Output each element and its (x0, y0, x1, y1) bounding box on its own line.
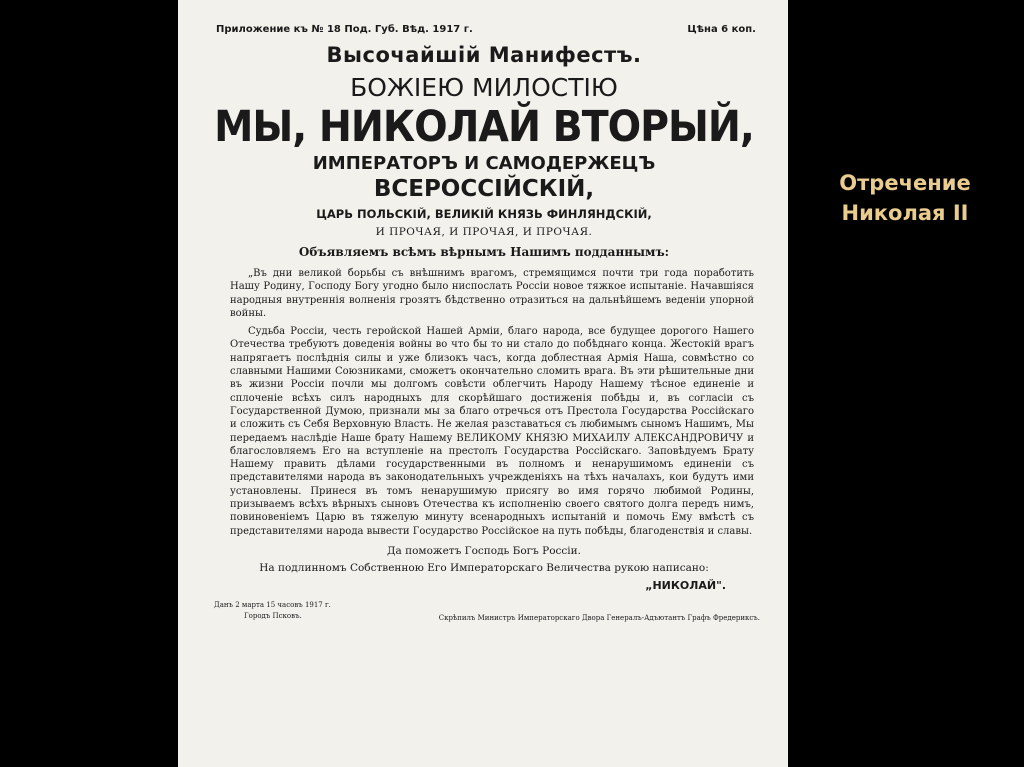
document-title: Высочайшій Манифестъ. (326, 43, 642, 67)
document-header (208, 24, 760, 35)
footer-countersign: Скрѣпилъ Министръ Императорскаго Двора Генералъ-Адъютантъ Графъ Фредериксъ. (438, 613, 760, 622)
line-tsar-titles: ЦАРЬ ПОЛЬСКІЙ, ВЕЛИКІЙ КНЯЗЬ ФИНЛЯНДСКІЙ, (316, 207, 652, 221)
footer-place-date (214, 600, 331, 622)
signature: „НИКОЛАЙ". (645, 578, 726, 592)
paragraph-1: „Въ дни великой борьбы съ внѣшнимъ врагомъ, стремящимся почти три года поработить Нашу Родину, Господу Богу угодно было ниспослать Россіи новое тяжкое испытаніе. Начавшіяся народныя внутреннія волненія грозятъ бѣдственно отразиться на дальнѣйшемъ веденіи упорной войны. (230, 268, 754, 319)
slide-caption (800, 168, 1010, 228)
line-nicholas: МЫ, НИКОЛАЙ ВТОРЫЙ, (214, 102, 754, 152)
document-footer (208, 600, 760, 622)
handwritten-note: На подлинномъ Собственною Его Императорскаго Величества рукою написано: (259, 561, 709, 574)
footer-date: Данъ 2 марта 15 часовъ 1917 г. (214, 600, 331, 609)
caption-line-2: Николая II (841, 201, 969, 225)
manifesto-document (178, 0, 788, 767)
manifesto-body (208, 267, 760, 538)
line-et-cetera: И ПРОЧАЯ, И ПРОЧАЯ, И ПРОЧАЯ. (375, 225, 593, 238)
line-by-grace: БОЖІЕЮ МИЛОСТІЮ (350, 73, 618, 102)
header-publication: Приложение къ № 18 Под. Губ. Вѣд. 1917 г. (216, 24, 473, 35)
paragraph-2: Судьба Россіи, честь геройской Нашей Арміи, благо народа, все будущее дорогого Нашего Отечества требуютъ доведенія войны во что бы то ни стало до побѣднаго конца. Жестокій врагъ напрягаетъ послѣднія силы и уже близокъ часъ, когда доблестная Армія Наша, совмѣстно со славными Нашими Союзниками, сможетъ окончательно сломить врага. Въ эти рѣшительные дни въ жизни Россіи почли мы долгомъ совѣсти облегчить Народу Нашему тѣсное единеніе и сплоченіе всѣхъ силъ народныхъ для скорѣйшаго достиженія побѣды и, въ согласіи съ Государственной Думою, признали мы за благо отречься отъ Престола Государства Россійскаго и сложить съ Себя Верховную Власть. Не желая разставаться съ любимымъ сыномъ Нашимъ, Мы передаемъ наслѣдіе Наше брату Нашему ВЕЛИКОМУ КНЯЗЮ МИХАИЛУ АЛЕКСАНДРОВИЧУ и благословляемъ Его на вступленіе на престолъ Государства Россійскаго. Заповѣдуемъ Брату Нашему править дѣлами государственными въ полномъ и ненарушимомъ единеніи съ представителями народа въ законодательныхъ учрежденіяхъ на тѣхъ началахъ, кои будутъ ими установлены. Принеся въ томъ ненарушимую присягу во имя горячо любимой Родины, призываемъ всѣхъ вѣрныхъ сыновъ Отечества къ исполненію своего святого долга передъ нимъ, повиновеніемъ Царю въ тяжелую минуту всенародныхъ испытаній и помочь Ему вмѣстѣ съ представителями народа вывести Государство Россійское на путь побѣды, благоденствія и славы. (230, 326, 754, 537)
line-all-russian: ВСЕРОССІЙСКІЙ, (373, 176, 595, 202)
line-emperor: ИМПЕРАТОРЪ И САМОДЕРЖЕЦЪ (312, 153, 656, 174)
caption-line-1: Отречение (839, 171, 971, 195)
header-price: Цѣна 6 коп. (687, 24, 756, 35)
closing-blessing: Да поможетъ Господь Богъ Россіи. (386, 544, 582, 557)
announcement-line: Объявляемъ всѣмъ вѣрнымъ Нашимъ подданнымъ: (298, 245, 670, 259)
footer-city: Городъ Псковъ. (244, 611, 302, 620)
